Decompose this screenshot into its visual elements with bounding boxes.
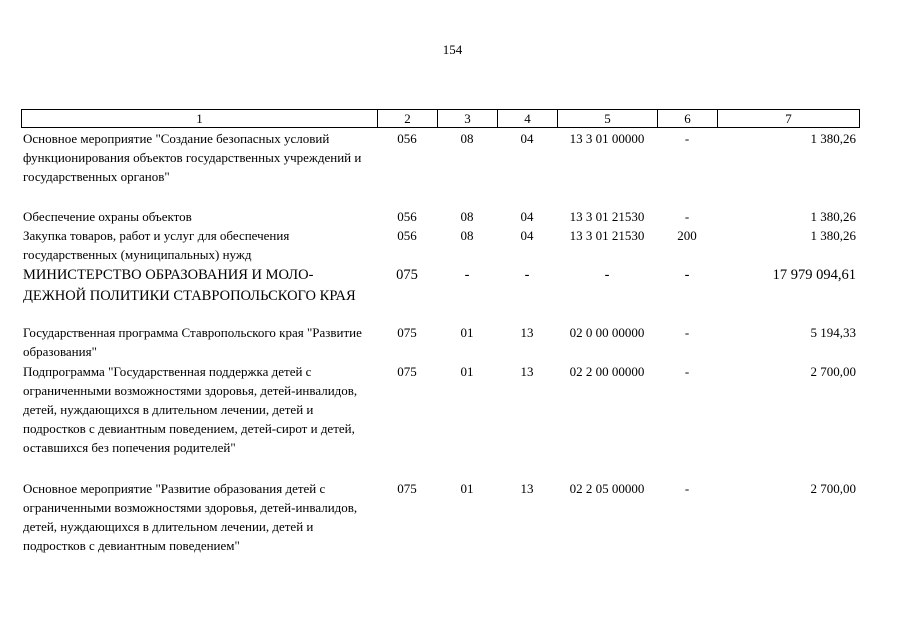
- row-name: Закупка товаров, работ и услуг для обеспечения государственных (муниципальных) нужд: [23, 228, 290, 262]
- row-name: МИНИСТЕРСТВО ОБРАЗОВАНИЯ И МОЛО-ДЕЖНОЙ ПОЛИТИКИ СТАВРОПОЛЬСКОГО КРАЯ: [23, 267, 356, 304]
- row-col-3: 08: [460, 228, 474, 243]
- row-col-4: 04: [520, 209, 534, 224]
- row-col-5: 13 3 01 21530: [569, 209, 645, 224]
- table-header: [21, 109, 860, 128]
- row-col-4: 13: [520, 325, 534, 340]
- row-col-5: -: [604, 267, 610, 283]
- row-col-2: 056: [397, 209, 417, 224]
- row-col-7: 1 380,26: [810, 228, 856, 243]
- row-col-6: -: [684, 267, 690, 283]
- row-col-6: -: [684, 131, 690, 146]
- row-col-2: 075: [397, 481, 417, 496]
- row-col-2: 075: [397, 364, 417, 379]
- row-name: Обеспечение охраны объектов: [23, 209, 192, 224]
- row-name: Подпрограмма "Государственная поддержка детей с ограниченными возможностями здоровья, детей-инвалидов, детей, нуждающихся в длительном лечении, детей и подростков с девиантным поведением, детей-сирот и детей, оставшихся без попечения родителей": [23, 364, 358, 455]
- row-col-6: 200: [677, 228, 697, 243]
- header-col-5: 5: [557, 110, 657, 127]
- row-col-3: 01: [460, 481, 474, 496]
- header-col-7: 7: [717, 110, 860, 127]
- row-col-5: 13 3 01 00000: [569, 131, 645, 146]
- row-col-3: 08: [460, 131, 474, 146]
- header-col-6: 6: [657, 110, 717, 127]
- row-col-2: 056: [397, 131, 417, 146]
- row-col-5: 02 0 00 00000: [569, 325, 645, 340]
- row-col-6: -: [684, 481, 690, 496]
- row-col-4: 04: [520, 131, 534, 146]
- row-name: Основное мероприятие "Развитие образования детей с ограниченными возможностями здоровья, детей-инвалидов, детей, нуждающихся в длительном лечении, детей и подростков с девиантным поведением": [23, 481, 358, 553]
- row-col-5: 13 3 01 21530: [569, 228, 645, 243]
- row-col-5: 02 2 00 00000: [569, 364, 645, 379]
- row-col-6: -: [684, 364, 690, 379]
- row-col-3: 01: [460, 325, 474, 340]
- row-col-3: -: [464, 267, 470, 283]
- row-col-2: 075: [397, 325, 417, 340]
- row-col-4: 04: [520, 228, 534, 243]
- row-col-7: 1 380,26: [810, 131, 856, 146]
- row-col-3: 08: [460, 209, 474, 224]
- row-col-7: 5 194,33: [810, 325, 856, 340]
- row-col-4: 13: [520, 481, 534, 496]
- row-col-3: 01: [460, 364, 474, 379]
- row-col-7: 2 700,00: [810, 364, 856, 379]
- header-col-4: 4: [497, 110, 557, 127]
- row-name: Основное мероприятие "Создание безопасных условий функционирования объектов государственных учреждений и государственных органов": [23, 131, 362, 184]
- page-number: 154: [442, 42, 463, 57]
- row-col-2: 075: [396, 267, 418, 283]
- row-col-7: 1 380,26: [810, 209, 856, 224]
- header-col-1: 1: [21, 110, 377, 127]
- header-col-2: 2: [377, 110, 437, 127]
- row-name: Государственная программа Ставропольского края "Развитие образования": [23, 325, 362, 359]
- row-col-4: -: [524, 267, 530, 283]
- row-col-4: 13: [520, 364, 534, 379]
- row-col-6: -: [684, 209, 690, 224]
- row-col-6: -: [684, 325, 690, 340]
- header-col-3: 3: [437, 110, 497, 127]
- row-col-2: 056: [397, 228, 417, 243]
- row-col-7: 2 700,00: [810, 481, 856, 496]
- row-col-5: 02 2 05 00000: [569, 481, 645, 496]
- row-col-7: 17 979 094,61: [772, 267, 856, 283]
